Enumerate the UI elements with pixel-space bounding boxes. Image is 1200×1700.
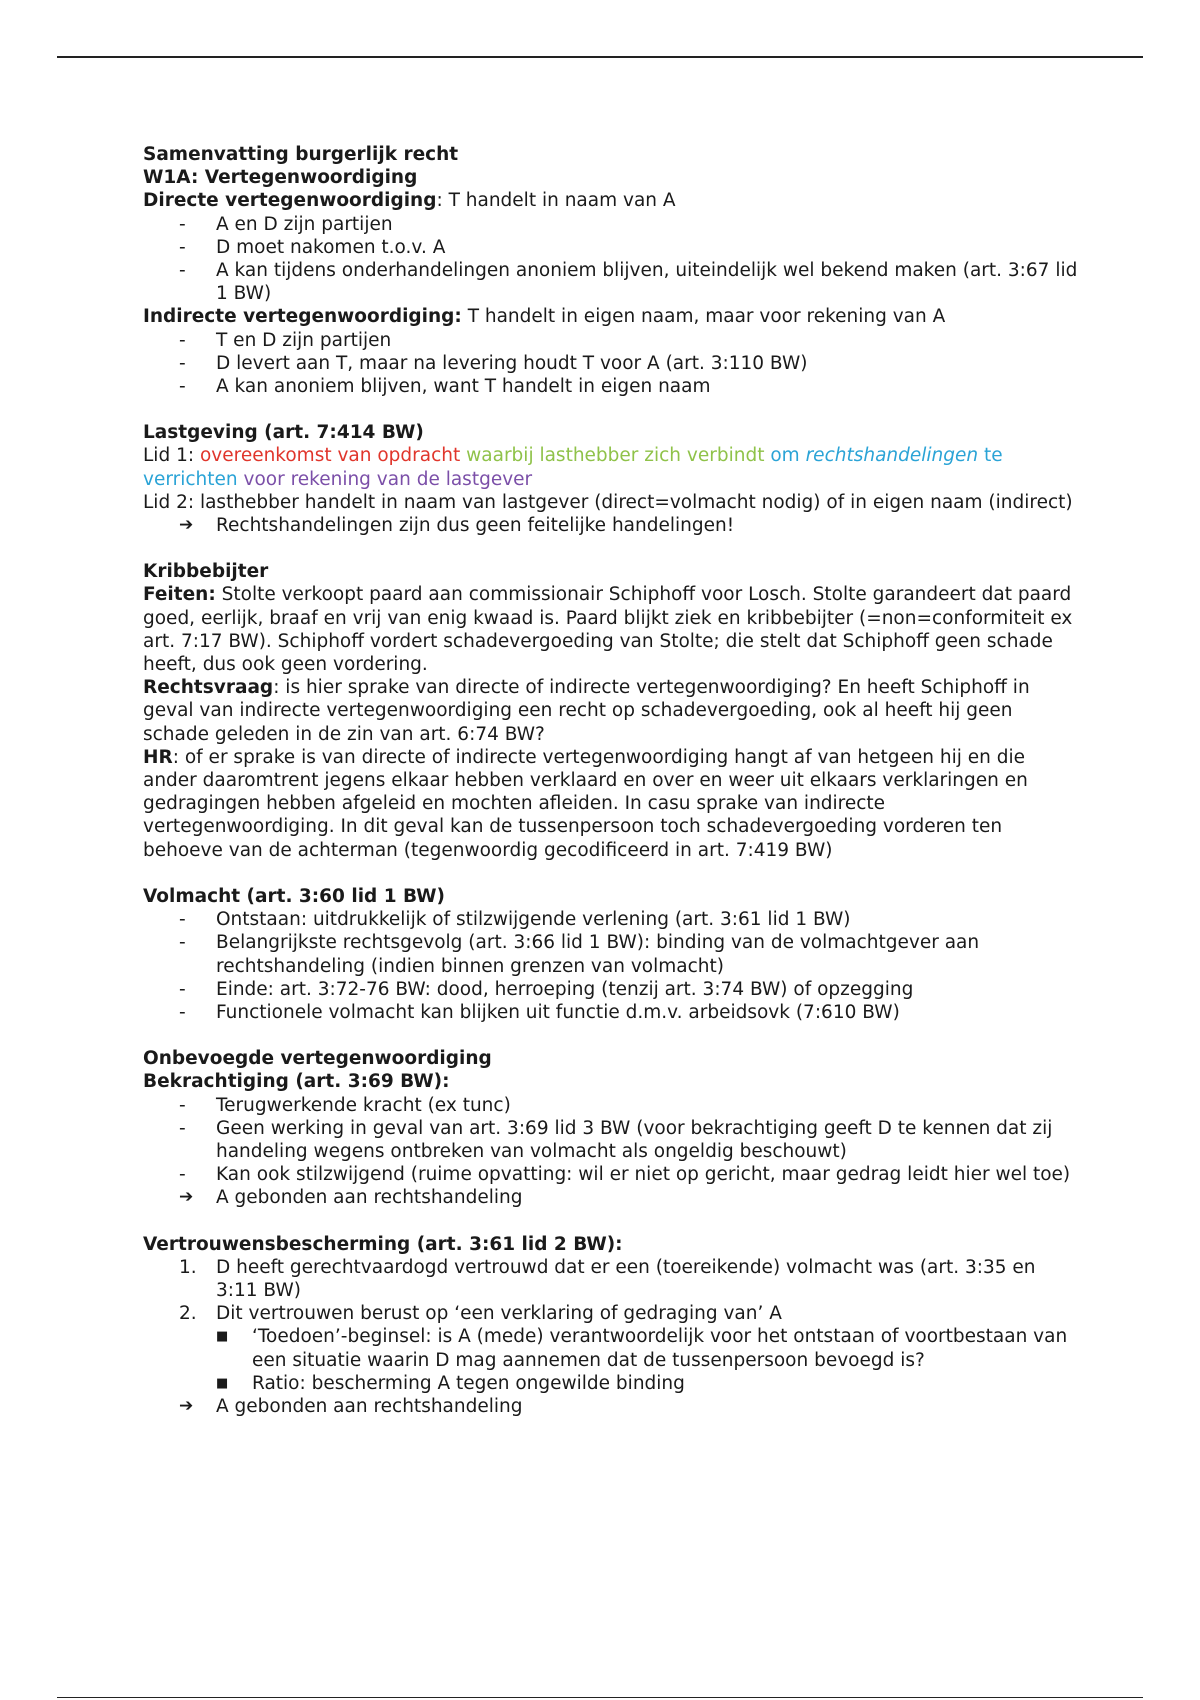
list-item: - A kan anoniem blijven, want T handelt in eigen naam [179, 376, 711, 398]
document-title: Samenvatting burgerlijk recht [143, 144, 459, 165]
kribbebijter-heading: Kribbebijter [143, 561, 269, 583]
lastgeving-lid2: Lid 2: lasthebber handelt in naam van lastgever (direct=volmacht nodig) of in eigen naam (indirect) [143, 491, 1073, 513]
footer-rule [57, 1697, 1143, 1698]
bekrachtiging-heading: Bekrachtiging (art. 3:69 BW): [143, 1071, 450, 1093]
list-item: - Kan ook stilzwijgend (ruime opvatting: wil er niet op gericht, maar gedrag leidt hier wel toe) [179, 1164, 1071, 1186]
vertrouwen-arrow-list [143, 1395, 1078, 1418]
lastgeving-lid1: Lid 1: overeenkomst van opdracht waarbij lasthebber zich verbindt om rechtshandelingen te verrichten voor rekening van de lastgever [143, 445, 1003, 490]
vertrouwen-list [143, 1256, 1078, 1395]
list-item: - D levert aan T, maar na levering houdt T voor A (art. 3:110 BW) [179, 352, 808, 374]
list-item: ➔ Rechtshandelingen zijn dus geen feitelijke handelingen! [179, 515, 735, 537]
bekrachtiging-arrow-list [143, 1186, 1078, 1209]
list-item: - Terugwerkende kracht (ex tunc) [179, 1094, 511, 1116]
list-item: 2. Dit vertrouwen berust op ‘een verklaring of gedraging van’ A ■ ‘Toedoen’-beginsel: is A (mede) verantwoordelijk voor het ontstaan of voortbestaan van een situatie waarin D mag aannemen dat de tussenpersoon bevoegd is? ■ Ratio: bescherming A tegen ongewilde binding [143, 1302, 1078, 1395]
list-item: - Belangrijkste rechtsgevolg (art. 3:66 lid 1 BW): binding van de volmachtgever aan rechtshandeling (indien binnen grenzen van volmacht) [179, 932, 980, 977]
list-item: - A en D zijn partijen [179, 213, 393, 235]
square-bullet-icon: ■ [216, 1329, 229, 1345]
volmacht-heading: Volmacht (art. 3:60 lid 1 BW) [143, 885, 445, 907]
kribbebijter-hr: HR: of er sprake is van directe of indirecte vertegenwoordiging hangt af van hetgeen hij en die ander daaromtrent jegens elkaar hebben verklaard en over en weer uit elkaars verklaringen en gedragingen hebben afgeleid en mochten afleiden. In casu sprake van indirecte vertegenwoordiging. In dit geval kan de tussenpersoon toch schadevergoeding vorderen ten behoeve van de achterman (tegenwoordig gecodificeerd in art. 7:419 BW) [143, 746, 1028, 861]
list-item: - Functionele volmacht kan blijken uit functie d.m.v. arbeidsovk (7:610 BW) [179, 1001, 900, 1023]
volmacht-list [143, 908, 1078, 1024]
list-item: ➔ A gebonden aan rechtshandeling [179, 1395, 523, 1417]
bekrachtiging-list [143, 1094, 1078, 1187]
list-item: - T en D zijn partijen [179, 329, 392, 351]
list-item: - Ontstaan: uitdrukkelijk of stilzwijgende verlening (art. 3:61 lid 1 BW) [179, 909, 851, 931]
lastgeving-heading: Lastgeving (art. 7:414 BW) [143, 422, 424, 444]
direct-list [143, 213, 1078, 306]
list-item: ■ Ratio: bescherming A tegen ongewilde binding [216, 1372, 685, 1394]
vertrouwen-sublist [216, 1325, 1078, 1395]
list-item: - A kan tijdens onderhandelingen anoniem blijven, uiteindelijk wel bekend maken (art. 3:67 lid 1 BW) [179, 260, 1078, 305]
list-item: - Einde: art. 3:72-76 BW: dood, herroeping (tenzij art. 3:74 BW) of opzegging [179, 978, 914, 1000]
list-item: - D moet nakomen t.o.v. A [179, 236, 446, 258]
list-item: ■ ‘Toedoen’-beginsel: is A (mede) verantwoordelijk voor het ontstaan of voortbestaan van een situatie waarin D mag aannemen dat de tussenpersoon bevoegd is? [216, 1326, 1068, 1371]
list-item: ➔ A gebonden aan rechtshandeling [179, 1187, 523, 1209]
list-item: 1. D heeft gerechtvaardogd vertrouwd dat er een (toereikende) volmacht was (art. 3:35 en 3:11 BW) [179, 1256, 1036, 1301]
kribbebijter-feiten: Feiten: Stolte verkoopt paard aan commissionair Schiphoff voor Losch. Stolte garandeert dat paard goed, eerlijk, braaf en vrij van enig kwaad is. Paard blijkt ziek en kribbebijter (=non=conformiteit ex art. 7:17 BW). Schiphoff vordert schadevergoeding van Stolte; die stelt dat Schiphoff geen schade heeft, dus ook geen vordering. [143, 584, 1073, 676]
kribbebijter-rechtsvraag: Rechtsvraag: is hier sprake van directe of indirecte vertegenwoordiging? En heeft Schiphoff in geval van indirecte vertegenwoordiging een recht op schadevergoeding, ook al heeft hij geen schade geleden in de zin van art. 6:74 BW? [143, 677, 1030, 745]
vertrouwen-heading: Vertrouwensbescherming (art. 3:61 lid 2 BW): [143, 1233, 623, 1255]
direct-definition: Directe vertegenwoordiging: T handelt in naam van A [143, 190, 676, 212]
arrow-icon: ➔ [179, 1395, 194, 1416]
indirect-definition: Indirecte vertegenwoordiging: T handelt in eigen naam, maar voor rekening van A [143, 306, 946, 328]
lastgeving-arrow-list [143, 514, 1078, 537]
section-title: W1A: Vertegenwoordiging [143, 167, 418, 189]
list-item: - Geen werking in geval van art. 3:69 lid 3 BW (voor bekrachtiging geeft D te kennen dat zij handeling wegens ontbreken van volmacht als ongeldig beschouwt) [179, 1117, 1053, 1162]
header-rule [57, 56, 1143, 58]
square-bullet-icon: ■ [216, 1375, 229, 1391]
arrow-icon: ➔ [179, 515, 194, 536]
onbevoegd-heading: Onbevoegde vertegenwoordiging [143, 1048, 492, 1070]
document-page [143, 143, 1078, 1418]
indirect-list [143, 329, 1078, 399]
arrow-icon: ➔ [179, 1187, 194, 1208]
